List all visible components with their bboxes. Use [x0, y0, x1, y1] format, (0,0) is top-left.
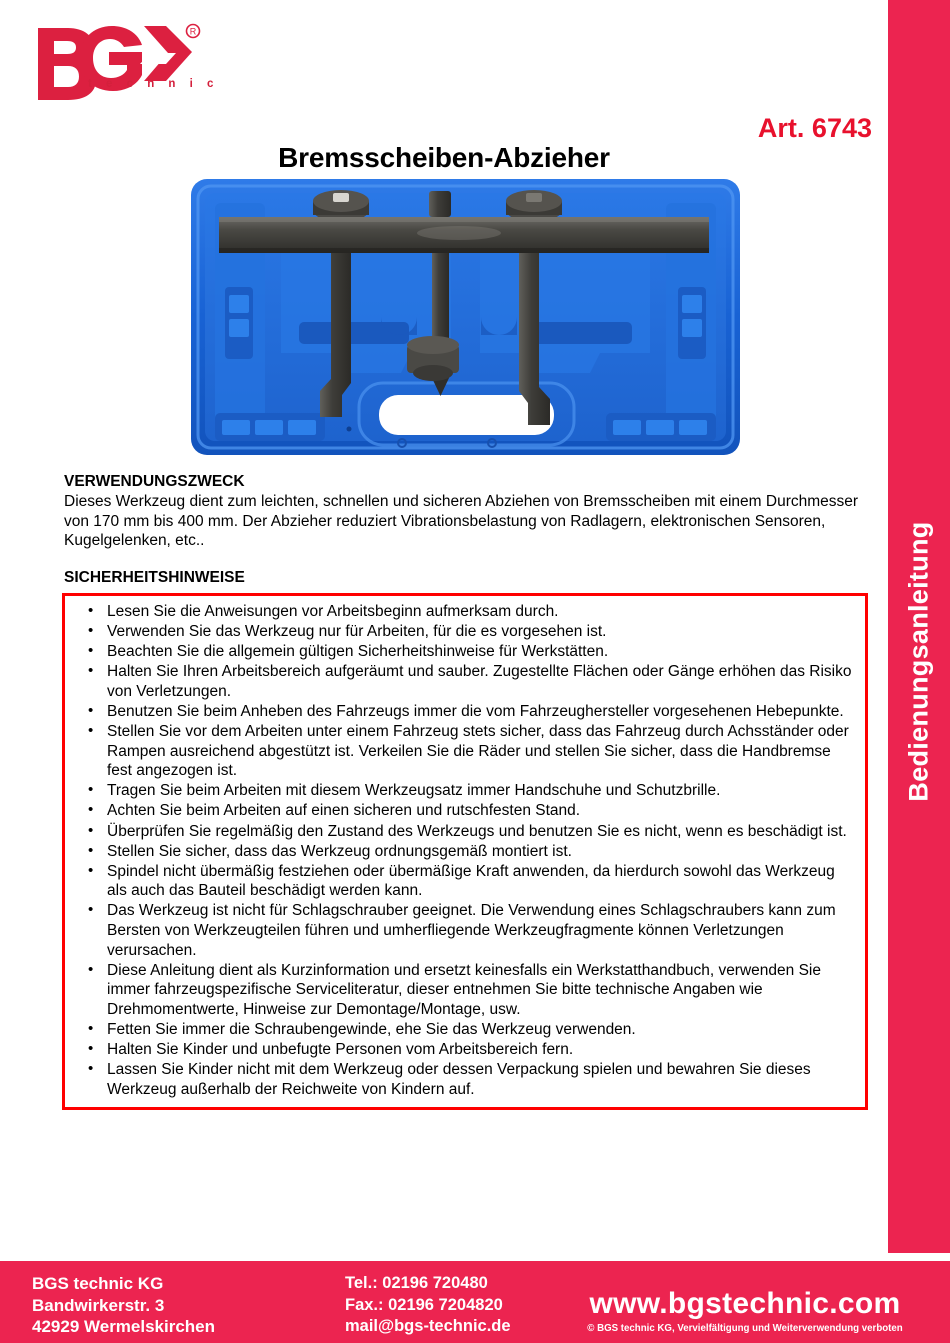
product-photo-illustration — [189, 177, 742, 457]
side-tab-label: Bedienungsanleitung — [903, 521, 934, 802]
footer-contact — [345, 1273, 511, 1338]
product-image — [189, 177, 742, 457]
footer-city: 42929 Wermelskirchen — [32, 1317, 216, 1336]
list-item: • Beachten Sie die allgemein gültigen Sicherheitshinweise für Werkstätten. — [107, 642, 857, 662]
list-item: • Achten Sie beim Arbeiten auf einen sicheren und rutschfesten Stand. — [107, 801, 857, 821]
list-item: • Diese Anleitung dient als Kurzinformation und ersetzt keinesfalls ein Werkstatthandbuch, verwenden Sie immer fahrzeugspezifische Serviceliteratur, dieser entnehmen Sie bitte technische Angaben wie Drehmomentwerte, Hinweise zur Demontage/Montage, usw. — [107, 961, 857, 1020]
footer-website[interactable]: www.bgstechnic.com — [589, 1287, 901, 1320]
footer-address — [32, 1273, 215, 1338]
safety-heading: SICHERHEITSHINWEISE — [64, 568, 245, 586]
side-tab-label-wrap — [888, 0, 950, 1253]
footer-copyright: © BGS technic KG, Vervielfältigung und Weiterverwendung verboten — [587, 1323, 903, 1334]
list-item: • Lassen Sie Kinder nicht mit dem Werkzeug oder dessen Verpackung spielen und bewahren Sie dieses Werkzeug außerhalb der Reichweite von Kindern auf. — [107, 1060, 857, 1099]
page-title: Bremsscheiben-Abzieher — [278, 142, 610, 173]
article-number: Art. 6743 — [757, 113, 872, 143]
list-item: • Tragen Sie beim Arbeiten mit diesem Werkzeugsatz immer Handschuhe und Schutzbrille. — [107, 781, 857, 801]
list-item: • Verwenden Sie das Werkzeug nur für Arbeiten, für die es vorgesehen ist. — [107, 622, 857, 642]
footer-company: BGS technic KG — [32, 1274, 164, 1293]
footer-street: Bandwirkerstr. 3 — [32, 1295, 165, 1315]
safety-instructions-box — [62, 593, 868, 1110]
list-item: • Fetten Sie immer die Schraubengewinde, ehe Sie das Werkzeug verwenden. — [107, 1020, 857, 1040]
page-footer — [0, 1261, 950, 1343]
footer-email[interactable]: mail@bgs-technic.de — [345, 1317, 511, 1335]
list-item: • Überprüfen Sie regelmäßig den Zustand des Werkzeugs und benutzen Sie es nicht, wenn es beschädigt ist. — [107, 822, 857, 842]
svg-text:R: R — [189, 26, 197, 37]
list-item: • Halten Sie Ihren Arbeitsbereich aufgeräumt und sauber. Zugestellte Flächen oder Gänge erhöhen das Risiko von Verletzungen. — [107, 662, 857, 701]
list-item: • Stellen Sie vor dem Arbeiten unter einem Fahrzeug stets sicher, dass das Fahrzeug durch Achsständer oder Rampen ausreichend abgestützt ist. Verkeilen Sie die Räder und stellen Sie sicher, dass die Handbremse fest angezogen ist. — [107, 722, 857, 781]
list-item: • Stellen Sie sicher, dass das Werkzeug ordnungsgemäß montiert ist. — [107, 842, 857, 862]
footer-fax: Fax.: 02196 7204820 — [345, 1295, 503, 1314]
list-item: • Das Werkzeug ist nicht für Schlagschrauber geeignet. Die Verwendung eines Schlagschraubers kann zum Bersten von Werkzeugteilen führen und umherfliegende Werkzeugfragmente können Verletzungen verursachen. — [107, 901, 857, 960]
list-item: • Halten Sie Kinder und unbefugte Personen vom Arbeitsbereich fern. — [107, 1040, 857, 1060]
purpose-text: Dieses Werkzeug dient zum leichten, schnellen und sicheren Abziehen von Bremsscheiben mit einem Durchmesser von 170 mm bis 400 mm. Der Abzieher reduziert Vibrationsbelastung von Radlagern, elektronischen Sensoren, Kugelgelenken, etc.. — [64, 493, 859, 549]
section-spacer — [64, 551, 870, 568]
list-item: • Benutzen Sie beim Anheben des Fahrzeugs immer die vom Fahrzeughersteller vorgesehenen Hebepunkte. — [107, 702, 857, 722]
purpose-heading: VERWENDUNGSZWECK — [64, 473, 245, 490]
bgs-logo-tagline: t e c h n i c — [88, 78, 219, 90]
document-body — [64, 472, 870, 588]
manual-side-tab — [888, 0, 950, 1253]
footer-tel: Tel.: 02196 720480 — [345, 1274, 488, 1292]
list-item: • Lesen Sie die Anweisungen vor Arbeitsbeginn aufmerksam durch. — [107, 602, 857, 622]
list-item: • Spindel nicht übermäßig festziehen oder übermäßige Kraft anwenden, da hierdurch sowohl das Werkzeug als auch das Bauteil beschädigt werden kann. — [107, 862, 857, 901]
safety-list — [73, 602, 857, 1099]
